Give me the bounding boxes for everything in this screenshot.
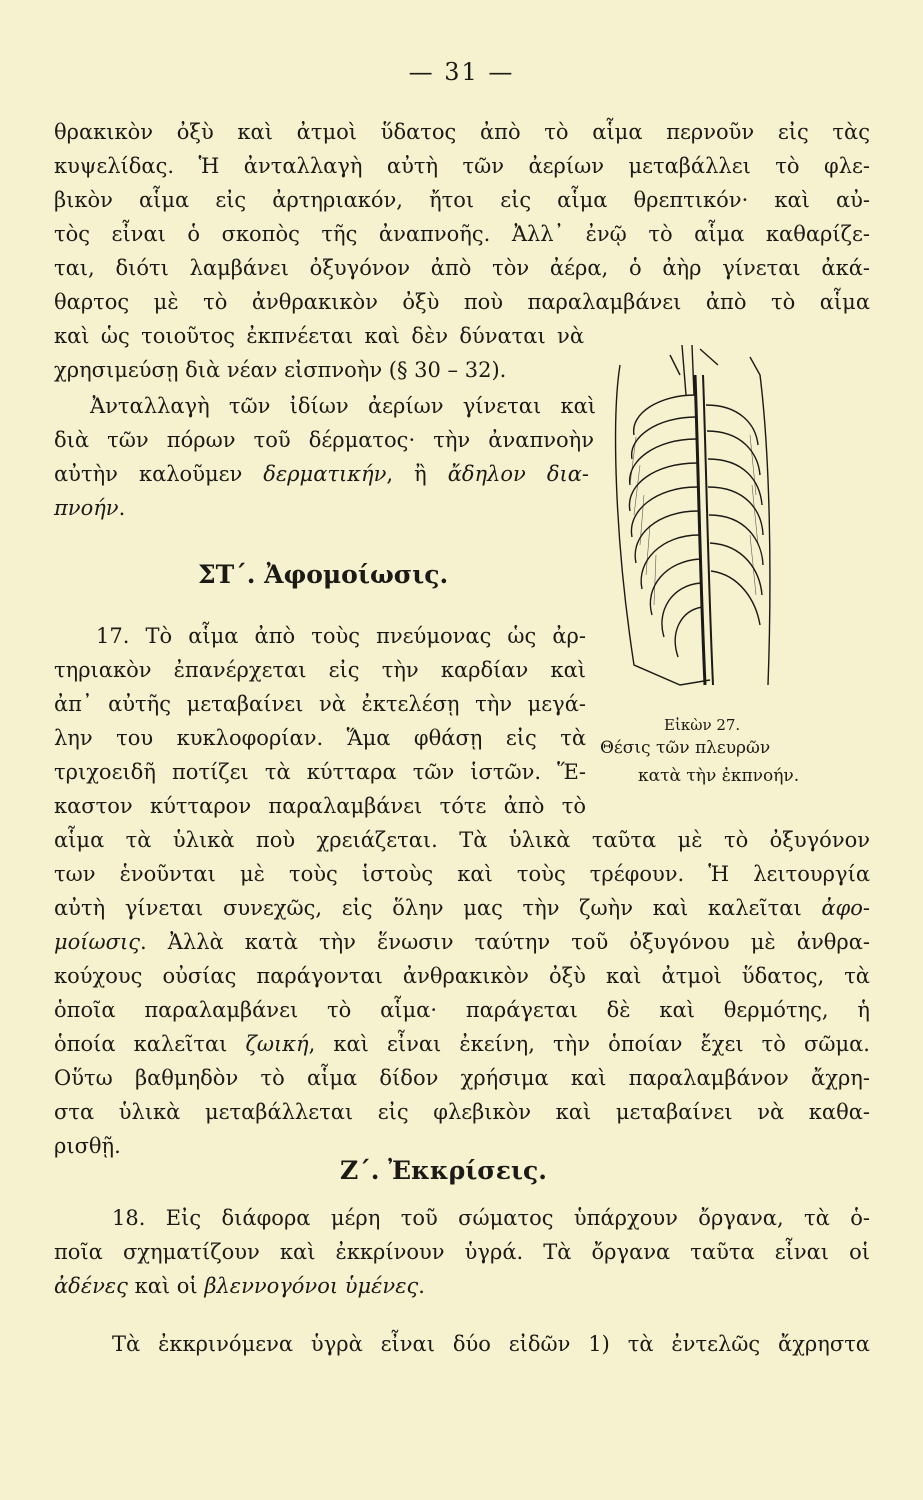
text-line: ρισθῇ. — [54, 1134, 121, 1158]
text-line: αὐτὴ γίνεται συνεχῶς, εἰς ὅλην μας τὴν ζωὴν καὶ καλεῖται ἀφο- — [54, 896, 870, 920]
text-line: κυψελίδας. Ἡ ἀνταλλαγὴ αὐτὴ τῶν ἀερίων μεταβάλλει τὸ φλε- — [54, 154, 870, 178]
text-line: τὸς εἶναι ὁ σκοπὸς τῆς ἀναπνοῆς. Ἀλλ᾽ ἐνῷ τὸ αἷμα καθαρίζε- — [54, 222, 870, 246]
text-line: θαρτος μὲ τὸ ἀνθρακικὸν ὀξὺ ποὺ παραλαμβάνει ἀπὸ τὸ αἷμα — [54, 290, 870, 314]
text-line: των ἑνοῦνται μὲ τοὺς ἱστοὺς καὶ τοὺς τρέφουν. Ἡ λειτουργία — [54, 862, 870, 886]
text-line: 18. Εἰς διάφορα μέρη τοῦ σώματος ὑπάρχουν ὄργανα, τὰ ὁ- — [112, 1206, 870, 1230]
text-line: ὁποία καλεῖται ζωική, καὶ εἶναι ἐκείνη, τὴν ὁποίαν ἔχει τὸ σῶμα. — [54, 1032, 870, 1056]
text-line: διὰ τῶν πόρων τοῦ δέρματος· τὴν ἀναπνοὴν — [54, 428, 594, 452]
text-line: ται, διότι λαμβάνει ὀξυγόνον ἀπὸ τὸν ἀέρα, ὁ ἀὴρ γίνεται ἀκά- — [54, 256, 870, 280]
text-line: ἀδένες καὶ οἱ βλεννογόνοι ὑμένες. — [54, 1274, 425, 1298]
text-line: αὐτὴν καλοῦμεν δερματικήν, ἢ ἄδηλον δια- — [54, 462, 589, 486]
figure-label: Εἰκὼν 27. — [664, 716, 741, 734]
text-line: Οὕτω βαθμηδὸν τὸ αἷμα δίδον χρήσιμα καὶ παραλαμβάνον ἄχρη- — [54, 1066, 870, 1090]
ribcage-illustration — [600, 335, 780, 715]
text-line: καὶ ὡς τοιοῦτος ἐκπνέεται καὶ δὲν δύναται νὰ — [54, 324, 584, 348]
text-line: ποῖα σχηματίζουν καὶ ἐκκρίνουν ὑγρά. Τὰ ὄργανα ταῦτα εἶναι οἱ — [54, 1240, 870, 1264]
text-line: ὁποῖα παραλαμβάνει τὸ αἷμα· παράγεται δὲ καὶ θερμότης, ἡ — [54, 998, 870, 1022]
text-line: τηριακὸν ἐπανέρχεται εἰς τὴν καρδίαν καὶ — [54, 658, 586, 682]
section-heading: ΣΤ΄. Ἀφομοίωσις. — [198, 560, 449, 589]
text-line: θρακικὸν ὀξὺ καὶ ἀτμοὶ ὕδατος ἀπὸ τὸ αἷμα περνοῦν εἰς τὰς — [54, 120, 870, 144]
text-line: Ἀνταλλαγὴ τῶν ἰδίων ἀερίων γίνεται καὶ — [90, 394, 596, 418]
section-heading: Ζ΄. Ἐκκρίσεις. — [340, 1156, 547, 1185]
text-line: τριχοειδῆ ποτίζει τὰ κύτταρα τῶν ἱστῶν. Ἕ- — [54, 760, 586, 784]
text-line: μοίωσις. Ἀλλὰ κατὰ τὴν ἕνωσιν ταύτην τοῦ ὀξυγόνου μὲ ἀνθρα- — [54, 930, 870, 954]
text-line: αἷμα τὰ ὑλικὰ ποὺ χρειάζεται. Τὰ ὑλικὰ ταῦτα μὲ τὸ ὀξυγόνον — [54, 828, 870, 852]
text-line: καστον κύτταρον παραλαμβάνει τότε ἀπὸ τὸ — [54, 794, 586, 818]
figure-caption: κατὰ τὴν ἐκπνοήν. — [638, 766, 800, 786]
text-line: Τὰ ἐκκρινόμενα ὑγρὰ εἶναι δύο εἰδῶν 1) τὰ ἐντελῶς ἄχρηστα — [112, 1332, 870, 1356]
figure-caption: Θέσις τῶν πλευρῶν — [600, 738, 771, 758]
text-line: κούχους οὐσίας παράγονται ἀνθρακικὸν ὀξὺ καὶ ἀτμοὶ ὕδατος, τὰ — [54, 964, 870, 988]
text-line: ἀπ᾽ αὐτῆς μεταβαίνει νὰ ἐκτελέσῃ τὴν μεγά- — [54, 692, 586, 716]
text-line: λην του κυκλοφορίαν. Ἅμα φθάσῃ εἰς τὰ — [54, 726, 586, 750]
text-line: στα ὑλικὰ μεταβάλλεται εἰς φλεβικὸν καὶ μεταβαίνει νὰ καθα- — [54, 1100, 870, 1124]
text-line: χρησιμεύσῃ διὰ νέαν εἰσπνοὴν (§ 30 – 32). — [54, 358, 507, 382]
text-line: βικὸν αἷμα εἰς ἀρτηριακόν, ἤτοι εἰς αἷμα θρεπτικόν· καὶ αὐ- — [54, 188, 870, 212]
text-line: πνοήν. — [54, 496, 126, 520]
text-line: 17. Τὸ αἷμα ἀπὸ τοὺς πνεύμονας ὡς ἀρ- — [96, 624, 586, 648]
page-number: — 31 — — [408, 58, 515, 86]
